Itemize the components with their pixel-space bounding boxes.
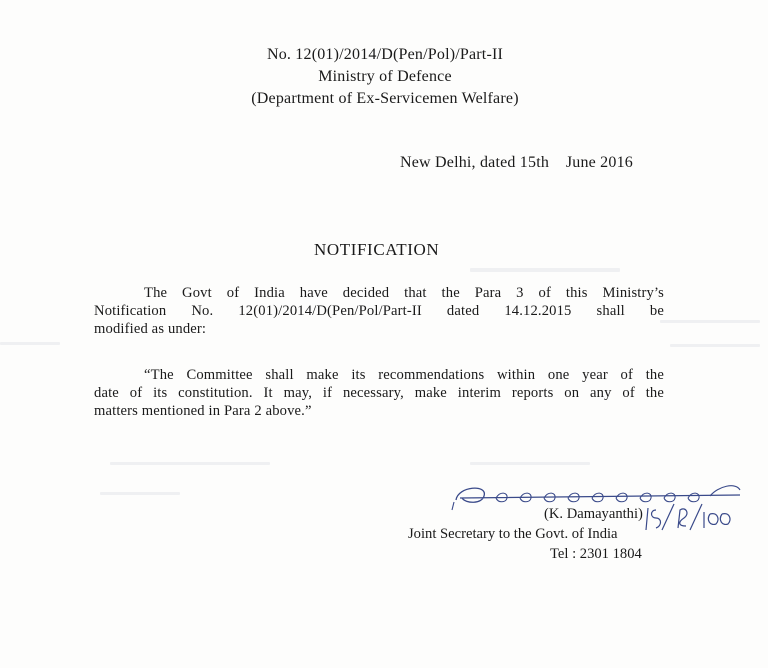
bleed-through-mark	[660, 320, 760, 323]
paragraph-decision	[94, 284, 664, 338]
dateline: New Delhi, dated 15th June 2016	[400, 154, 633, 171]
ministry-name: Ministry of Defence	[318, 68, 452, 85]
signatory-telephone: Tel : 2301 1804	[550, 546, 642, 562]
paragraph-line: modified as under:	[94, 321, 207, 337]
bleed-through-mark	[0, 342, 60, 345]
signatory-designation: Joint Secretary to the Govt. of India	[408, 526, 618, 542]
paragraph-line: date of its constitution. It may, if necessary, make interim reports on any of the	[94, 385, 664, 401]
paragraph-line: Notification No. 12(01)/2014/D(Pen/Pol/Part-II dated 14.12.2015 shall be	[94, 303, 664, 319]
signatory-name: (K. Damayanthi)	[544, 506, 643, 522]
bleed-through-mark	[470, 462, 590, 465]
bleed-through-mark	[670, 344, 760, 347]
paragraph-line: The Govt of India have decided that the Para 3 of this Ministry’s	[144, 285, 664, 301]
bleed-through-mark	[110, 462, 270, 465]
paragraph-amendment	[94, 366, 664, 420]
bleed-through-mark	[470, 268, 620, 272]
notification-title: NOTIFICATION	[314, 240, 440, 259]
paragraph-line: matters mentioned in Para 2 above.”	[94, 403, 312, 419]
paragraph-line: “The Committee shall make its recommendations within one year of the	[144, 367, 664, 383]
handwritten-initial-date	[642, 500, 742, 534]
department-name: (Department of Ex-Servicemen Welfare)	[251, 90, 519, 107]
document-header	[200, 44, 570, 110]
file-number: No. 12(01)/2014/D(Pen/Pol)/Part-II	[266, 46, 504, 63]
bleed-through-mark	[100, 492, 180, 495]
